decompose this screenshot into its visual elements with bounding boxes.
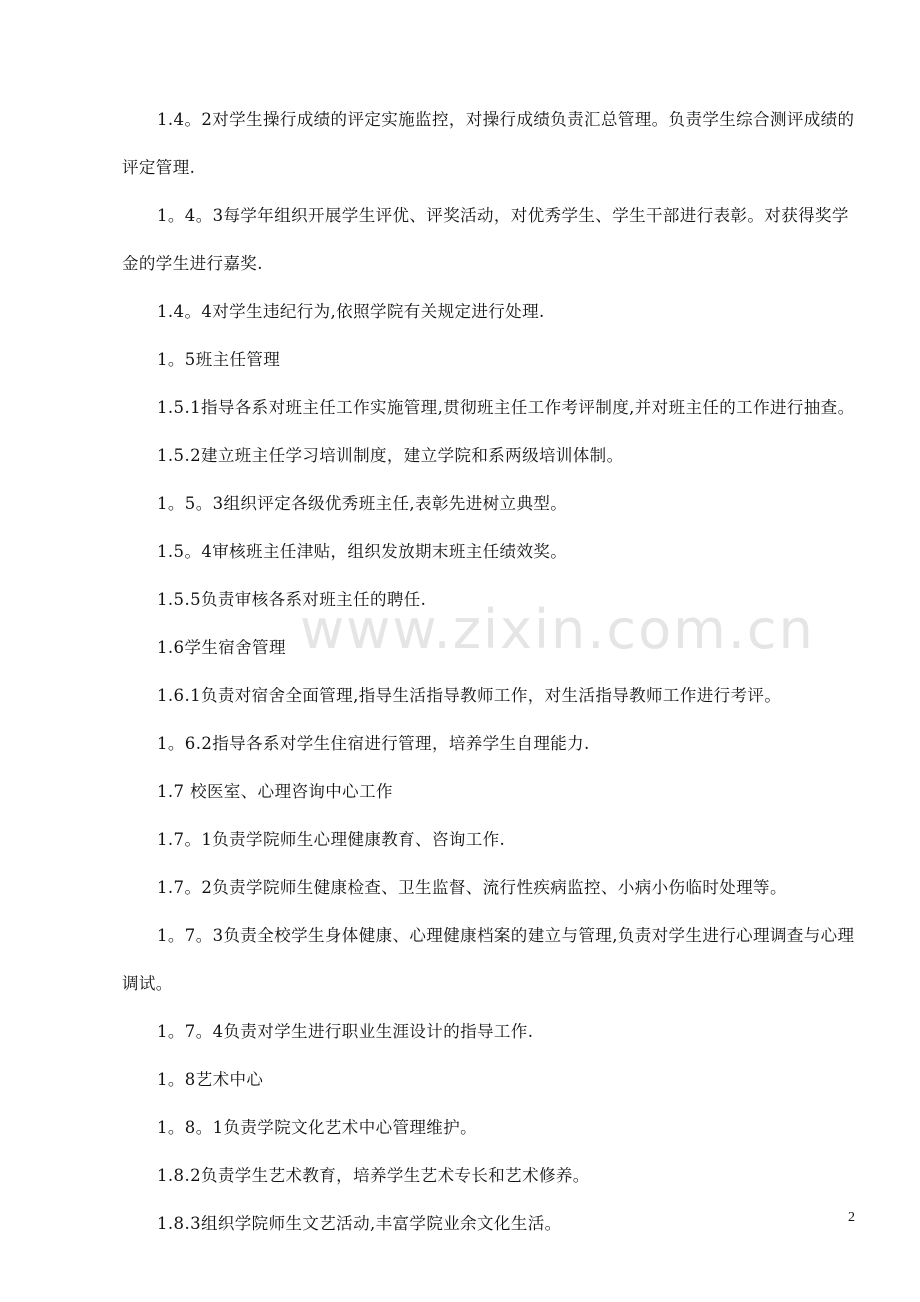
paragraph: 1。5。3组织评定各级优秀班主任,表彰先进树立典型。 [157,494,568,513]
paragraph: 1.6.1负责对宿舍全面管理,指导生活指导教师工作，对生活指导教师工作进行考评。 [157,686,782,705]
paragraph: 1。6.2指导各系对学生住宿进行管理，培养学生自理能力. [157,734,590,753]
paragraph: 1.5.5负责审核各系对班主任的聘任. [157,590,427,609]
paragraph: 1.5.2建立班主任学习培训制度，建立学院和系两级培训体制。 [157,446,624,465]
paragraph: 1.5.1指导各系对班主任工作实施管理,贯彻班主任工作考评制度,并对班主任的工作进行抽查。 [157,398,855,417]
watermark: www.zixin.com.cn [300,598,815,661]
paragraph: 1。7。4负责对学生进行职业生涯设计的指导工作. [157,1022,534,1041]
document-body [122,96,860,1248]
paragraph: 1.4。4对学生违纪行为,依照学院有关规定进行处理. [157,302,545,321]
paragraph: 1.7。1负责学院师生心理健康教育、咨询工作. [157,830,506,849]
section-heading: 1.6学生宿舍管理 [157,638,286,657]
section-heading: 1。8艺术中心 [157,1070,264,1089]
section-heading: 1.7 校医室、心理咨询中心工作 [157,782,393,801]
paragraph: 1.8.3组织学院师生文艺活动,丰富学院业余文化生活。 [157,1214,562,1233]
paragraph: 1.5。4审核班主任津贴，组织发放期末班主任绩效奖。 [157,542,568,561]
paragraph: 1.7。2负责学院师生健康检查、卫生监督、流行性疾病监控、小病小伤临时处理等。 [157,878,787,897]
page-number: 2 [848,1210,855,1225]
paragraph: 1。8。1负责学院文化艺术中心管理维护。 [157,1118,477,1137]
paragraph: 1。7。3负责全校学生身体健康、心理健康档案的建立与管理,负责对学生进行心理调查与心理调试。 [122,926,855,993]
paragraph: 1.8.2负责学生艺术教育，培养学生艺术专长和艺术修养。 [157,1166,590,1185]
paragraph: 1.4。2对学生操行成绩的评定实施监控，对操行成绩负责汇总管理。负责学生综合测评成绩的评定管理. [122,110,855,177]
paragraph: 1。4。3每学年组织开展学生评优、评奖活动，对优秀学生、学生干部进行表彰。对获得奖学金的学生进行嘉奖. [122,206,849,273]
section-heading: 1。5班主任管理 [157,350,281,369]
